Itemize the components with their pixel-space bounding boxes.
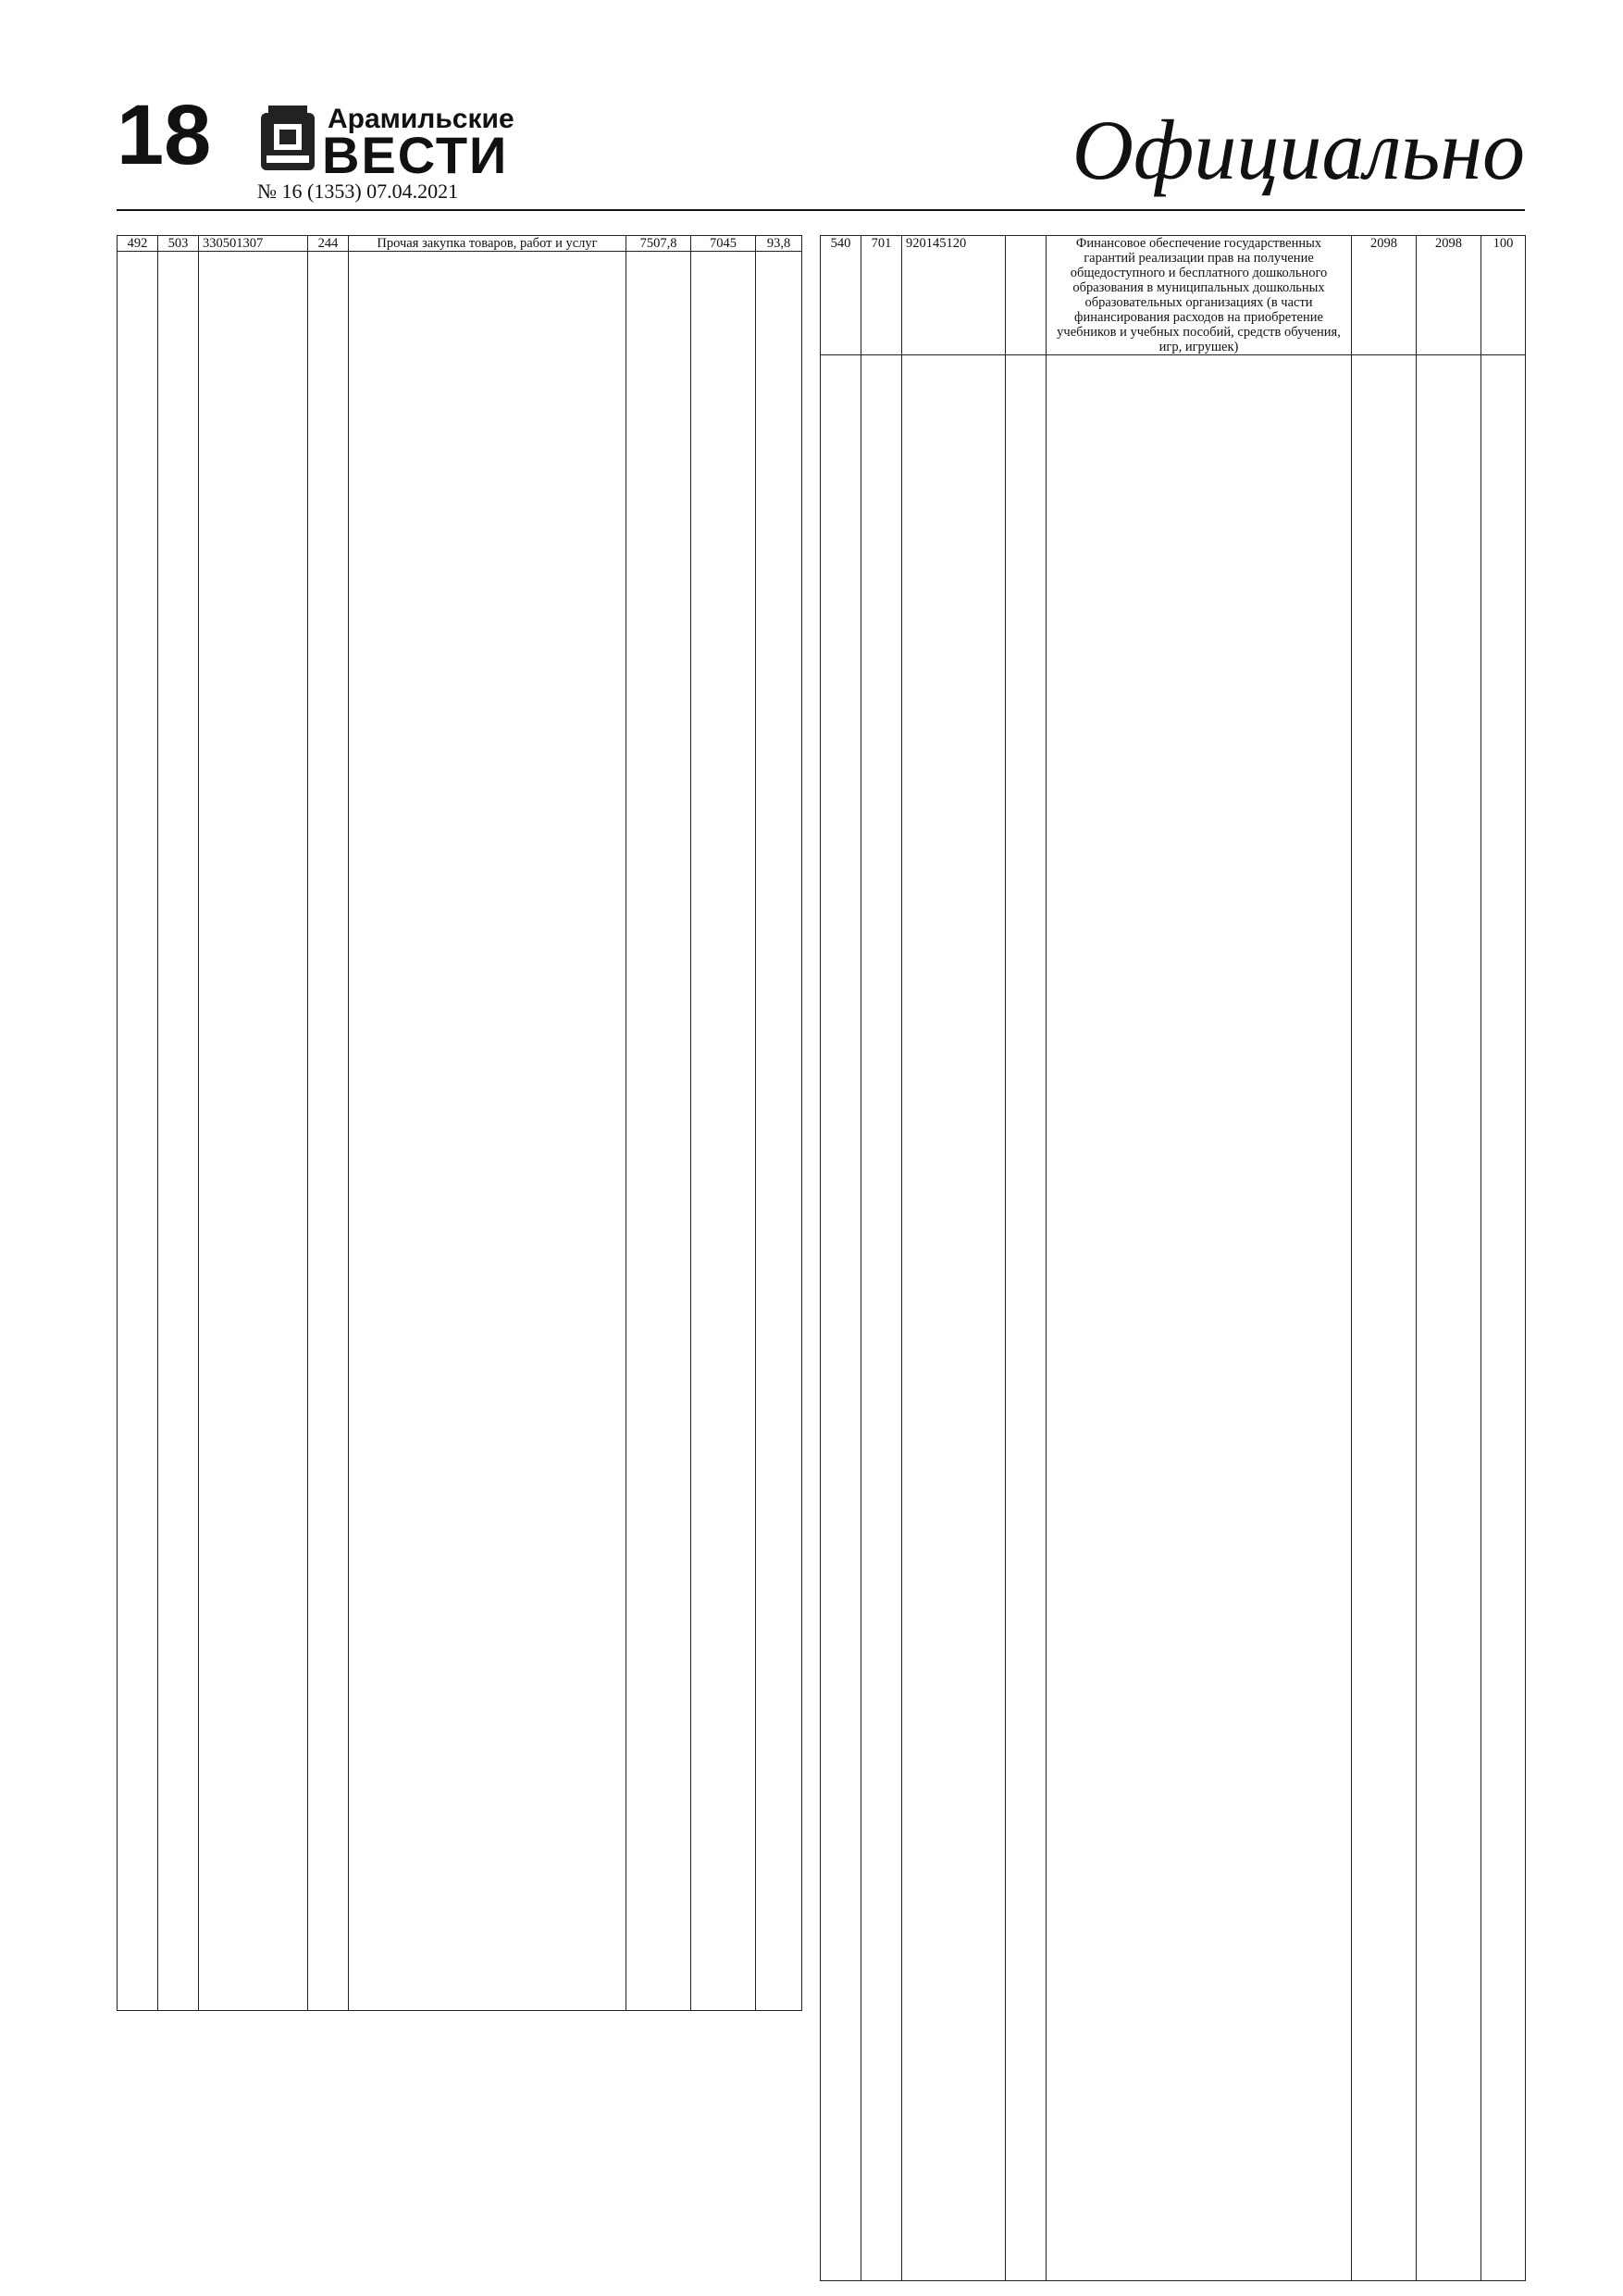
row-plan: 7507,8 [626, 236, 691, 252]
section-title: Официально [1072, 103, 1525, 197]
page-number: 18 [117, 88, 212, 182]
table-row [118, 236, 802, 252]
row-name: Прочая закупка товаров, работ и услуг [349, 236, 626, 252]
newspaper-logo [255, 102, 514, 184]
issue-info: № 16 (1353) 07.04.2021 [257, 180, 459, 203]
logo-title: ВЕСТИ [322, 126, 509, 184]
row-name: Финансовое обеспечение государственных гарантий реализации прав на получение общедоступного и бесплатного дошкольного образования в муниципальных дошкольных образовательных организациях (в части финансирования расходов на приобретение учебников и учебных пособий, средств обучения, игр, игрушек) [1047, 236, 1352, 355]
header-rule [117, 209, 1525, 211]
logo-subtitle: Арамильские [328, 104, 514, 134]
row-kvr: 244 [308, 236, 349, 252]
table-continuation [821, 355, 1526, 2281]
row-pct: 93,8 [756, 236, 802, 252]
row-id: 492 [118, 236, 158, 252]
row-kfsr: 701 [861, 236, 902, 355]
table-row [821, 236, 1526, 355]
budget-table-right [820, 235, 1526, 2281]
row-fact: 2098 [1417, 236, 1481, 355]
row-kcsr: 330501307 [199, 236, 308, 252]
page-header [117, 88, 1525, 208]
table-continuation [118, 252, 802, 2011]
row-kvr [1006, 236, 1047, 355]
budget-table-left [117, 235, 802, 2011]
row-kcsr: 920145120 [902, 236, 1006, 355]
row-pct: 100 [1481, 236, 1526, 355]
row-id: 540 [821, 236, 861, 355]
row-kfsr: 503 [158, 236, 199, 252]
row-plan: 2098 [1352, 236, 1417, 355]
row-fact: 7045 [691, 236, 756, 252]
coat-of-arms-icon [255, 102, 320, 176]
